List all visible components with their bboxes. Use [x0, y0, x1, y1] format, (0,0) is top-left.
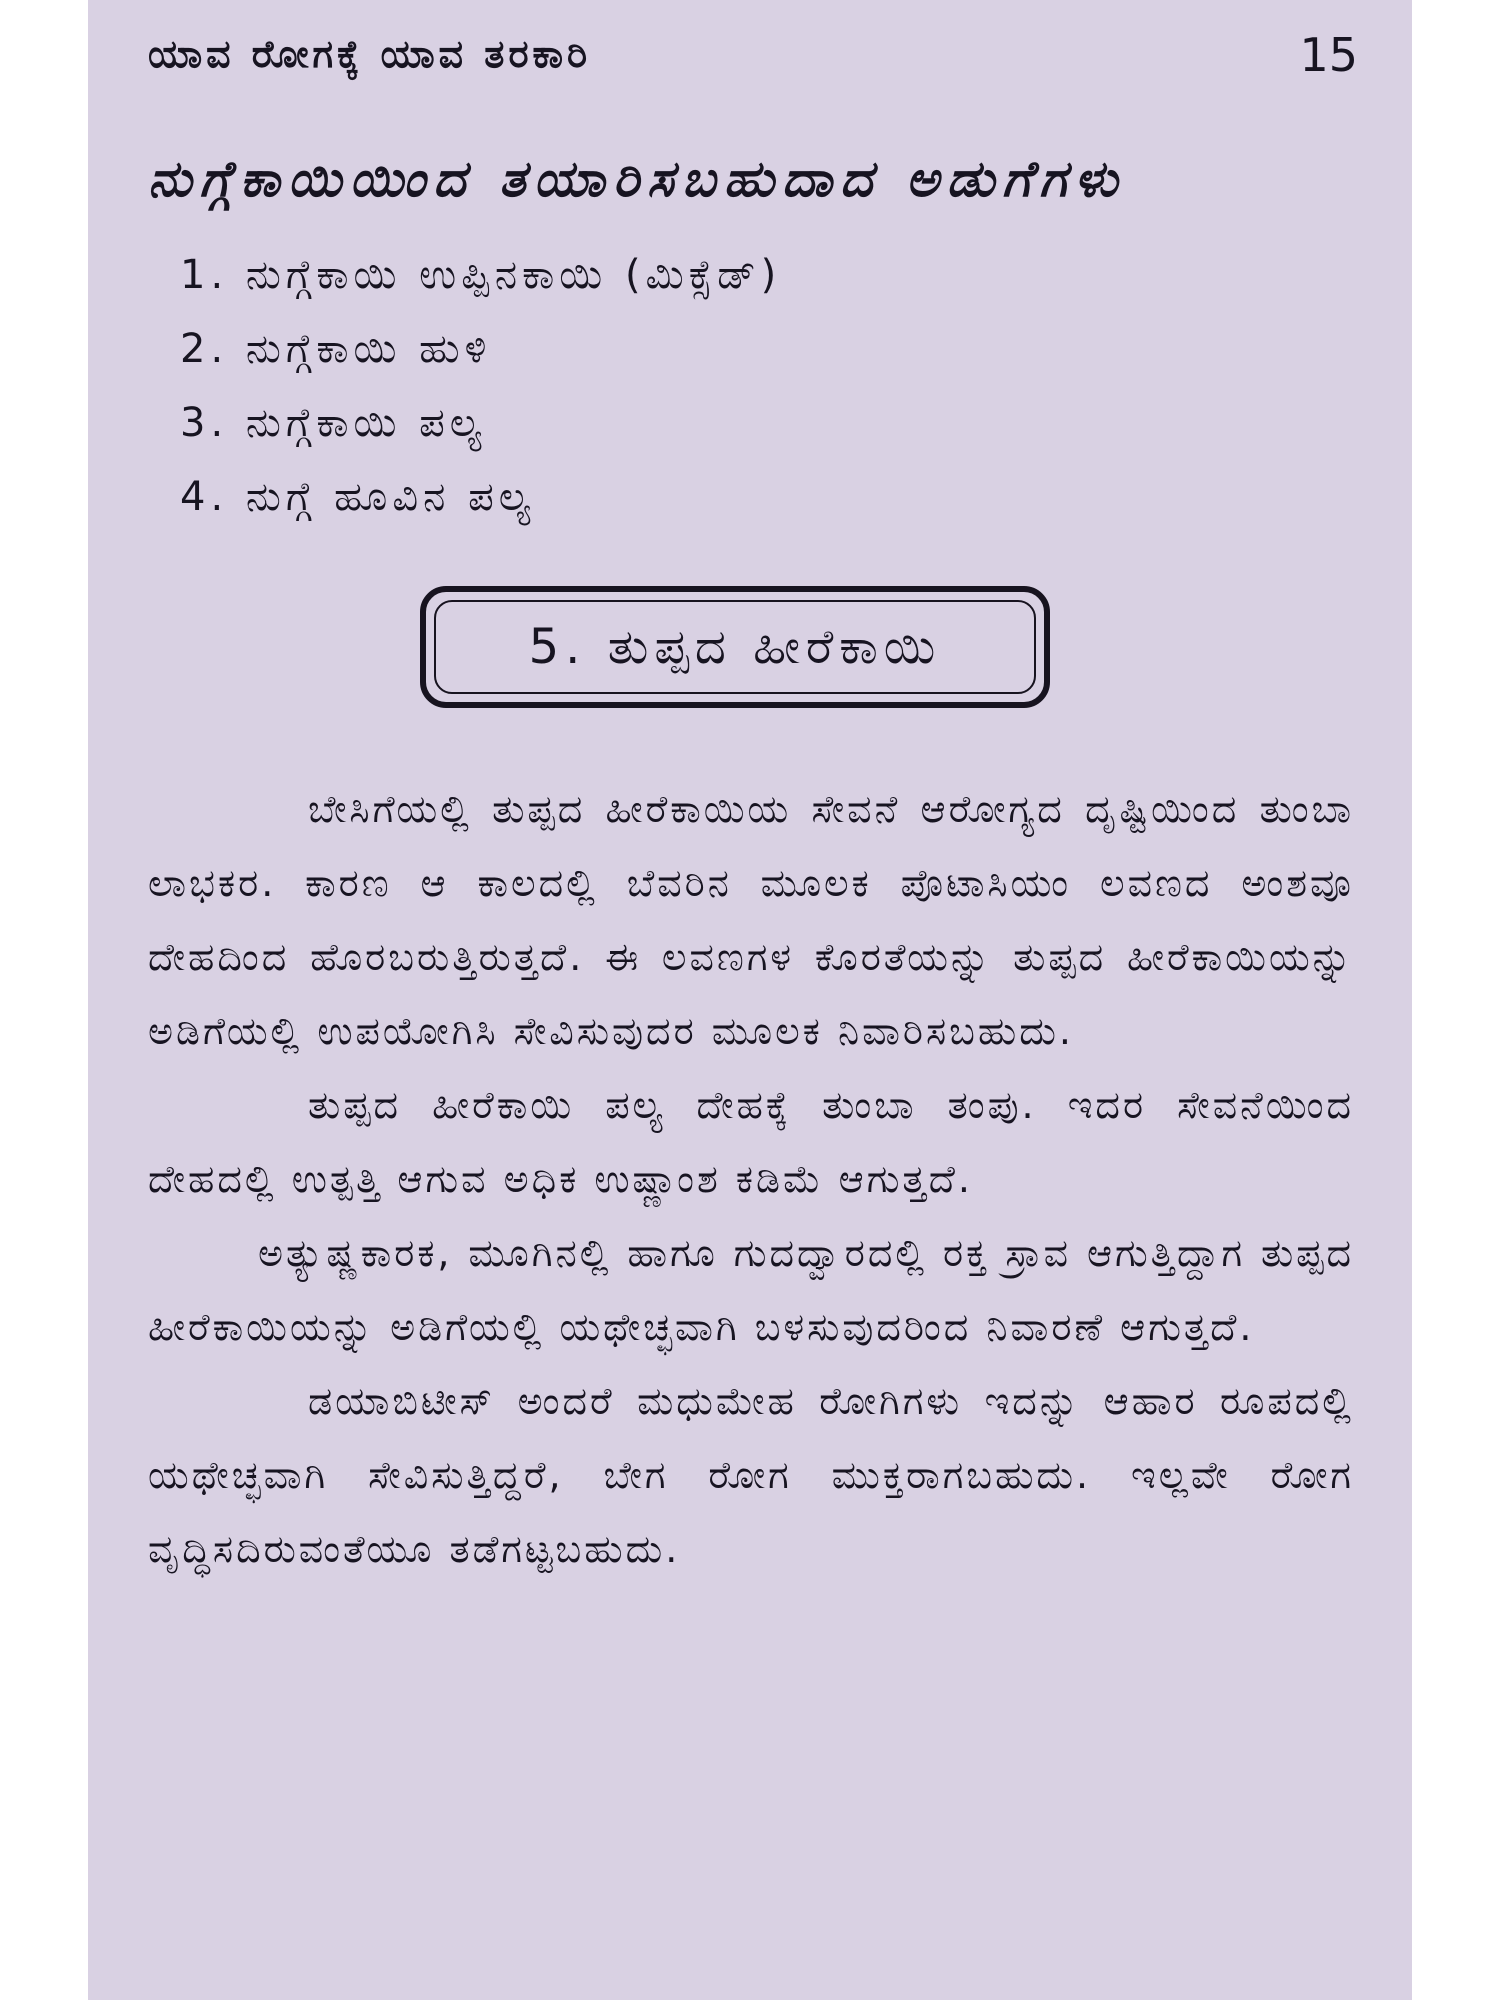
list-item: 4. ನುಗ್ಗೆ ಹೂವಿನ ಪಲ್ಯ [180, 474, 536, 520]
chapter-title-box [420, 586, 1050, 708]
list-item: 3. ನುಗ್ಗೆಕಾಯಿ ಪಲ್ಯ [180, 400, 487, 446]
paragraph: ಅತ್ಯುಷ್ಣಕಾರಕ, ಮೂಗಿನಲ್ಲಿ ಹಾಗೂ ಗುದದ್ವಾರದಲ್ಲಿ ರಕ್ತ ಸ್ರಾವ ಆಗುತ್ತಿದ್ದಾಗ ತುಪ್ಪದ ಹೀರೆಕಾಯಿಯನ್ನು ಅಡಿಗೆಯಲ್ಲಿ ಯಥೇಚ್ಛವಾಗಿ ಬಳಸುವುದರಿಂದ ನಿವಾರಣೆ ಆಗುತ್ತದೆ. [148, 1231, 1354, 1349]
paragraph: ಡಯಾಬಿಟೀಸ್ ಅಂದರೆ ಮಧುಮೇಹ ರೋಗಿಗಳು ಇದನ್ನು ಆಹಾರ ರೂಪದಲ್ಲಿ ಯಥೇಚ್ಛವಾಗಿ ಸೇವಿಸುತ್ತಿದ್ದರೆ, ಬೇಗ ರೋಗ ಮುಕ್ತರಾಗಬಹುದು. ಇಲ್ಲವೇ ರೋಗ ವೃದ್ಧಿಸದಿರುವಂತೆಯೂ ತಡೆಗಟ್ಟಬಹುದು. [148, 1379, 1354, 1571]
book-page [88, 0, 1412, 2000]
chapter-title: 5. ತುಪ್ಪದ ಹೀರೆಕಾಯಿ [434, 600, 1036, 694]
paragraph: ಬೇಸಿಗೆಯಲ್ಲಿ ತುಪ್ಪದ ಹೀರೆಕಾಯಿಯ ಸೇವನೆ ಆರೋಗ್ಯದ ದೃಷ್ಟಿಯಿಂದ ತುಂಬಾ ಲಾಭಕರ. ಕಾರಣ ಆ ಕಾಲದಲ್ಲಿ ಬೆವರಿನ ಮೂಲಕ ಪೊಟಾಸಿಯಂ ಲವಣದ ಅಂಶವೂ ದೇಹದಿಂದ ಹೊರಬರುತ್ತಿರುತ್ತದೆ. ಈ ಲವಣಗಳ ಕೊರತೆಯನ್ನು ತುಪ್ಪದ ಹೀರೆಕಾಯಿಯನ್ನು ಅಡಿಗೆಯಲ್ಲಿ ಉಪಯೋಗಿಸಿ ಸೇವಿಸುವುದರ ಮೂಲಕ ನಿವಾರಿಸಬಹುದು. [148, 787, 1354, 1053]
list-item: 1. ನುಗ್ಗೆಕಾಯಿ ಉಪ್ಪಿನಕಾಯಿ (ಮಿಕ್ಸೆಡ್) [180, 252, 782, 298]
page-header [148, 28, 1358, 88]
list-item: 2. ನುಗ್ಗೆಕಾಯಿ ಹುಳಿ [180, 326, 492, 372]
section-heading: ನುಗ್ಗೆಕಾಯಿಯಿಂದ ತಯಾರಿಸಬಹುದಾದ ಅಡುಗೆಗಳು [148, 150, 1126, 208]
body-text [148, 772, 1354, 1586]
recipe-list [180, 238, 781, 534]
running-title: ಯಾವ ರೋಗಕ್ಕೆ ಯಾವ ತರಕಾರಿ [148, 32, 592, 76]
page-number: 15 [1299, 28, 1358, 82]
paragraph: ತುಪ್ಪದ ಹೀರೆಕಾಯಿ ಪಲ್ಯ ದೇಹಕ್ಕೆ ತುಂಬಾ ತಂಪು. ಇದರ ಸೇವನೆಯಿಂದ ದೇಹದಲ್ಲಿ ಉತ್ಪತ್ತಿ ಆಗುವ ಅಧಿಕ ಉಷ್ಣಾಂಶ ಕಡಿಮೆ ಆಗುತ್ತದೆ. [148, 1083, 1354, 1201]
